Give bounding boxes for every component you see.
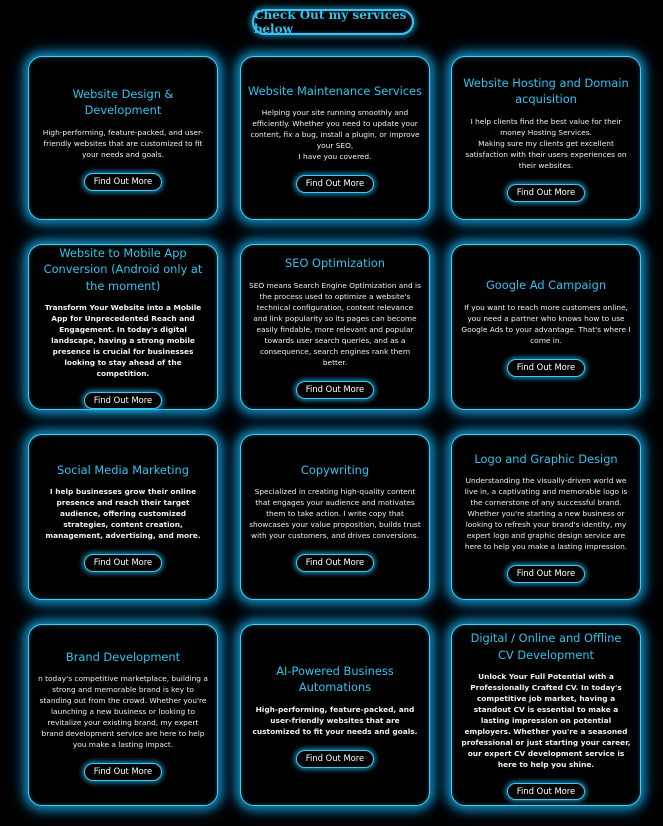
- card-description: Understanding the visually-driven world we live in, a captivating and memorable logo is the cornerstone of any successful brand. Whether you're starting a new business or looking to refresh your brand's identity, my expert logo and graphic design service are here to help you make a lasting impression.: [464, 476, 628, 552]
- service-card-mobile-app-conversion: [28, 244, 218, 410]
- service-card-google-ad-campaign: [451, 244, 641, 410]
- card-title: Logo and Graphic Design: [474, 451, 618, 466]
- card-title: Social Media Marketing: [57, 462, 189, 477]
- card-description: n today's competitive marketplace, building a strong and memorable brand is key to standing out from the crowd. Whether you're launching a new business or looking to revitalize your existing brand, my expert brand development service are here to help you make a lasting impact.: [38, 674, 208, 750]
- card-title: Website Maintenance Services: [247, 83, 423, 98]
- card-title: Copywriting: [300, 462, 370, 477]
- card-title: Website Design & Development: [72, 86, 174, 117]
- card-description: SEO means Search Engine Optimization and is the process used to optimize a website's technical configuration, content relevance and link popularity so its pages can become easily findable, more relevant and popular towards user search queries, and as a consequence, search engines rank them better.: [249, 280, 421, 367]
- service-card-social-media-marketing: [28, 434, 218, 600]
- card-title: Google Ad Campaign: [485, 278, 607, 293]
- find-out-more-button[interactable]: Find Out More: [84, 554, 162, 572]
- card-description: Transform Your Website into a Mobile App for Unprecedented Reach and Engagement. In today's digital landscape, having a strong mobile presence is crucial for businesses looking to stay ahead of the competition.: [44, 303, 202, 379]
- card-description: I help businesses grow their online presence and reach their target audience, offering customized strategies, content creation, management, advertising, and more.: [45, 487, 201, 541]
- service-card-website-design: [28, 56, 218, 220]
- find-out-more-button[interactable]: Find Out More: [507, 359, 585, 377]
- find-out-more-button[interactable]: Find Out More: [296, 175, 374, 193]
- card-description: High-performing, feature-packed, and user-friendly websites that are customized to fit your needs and goals.: [42, 127, 204, 159]
- service-card-copywriting: [240, 434, 430, 600]
- service-card-seo-optimization: [240, 244, 430, 410]
- service-card-website-hosting: [451, 56, 641, 220]
- service-card-website-maintenance: [240, 56, 430, 220]
- find-out-more-button[interactable]: Find Out More: [507, 184, 585, 202]
- find-out-more-button[interactable]: Find Out More: [296, 554, 374, 572]
- service-card-ai-business-automations: [240, 624, 430, 806]
- card-title: Digital / Online and Offline CV Development: [470, 631, 622, 662]
- card-description: Unlock Your Full Potential with a Professionally Crafted CV. In today's competitive job market, having a standout CV is essential to make a lasting impression on potential employers. Whether you're a seasoned professional or just starting your career, our expert CV development service is here to help you shine.: [461, 672, 631, 769]
- card-description: I help clients find the best value for their money Hosting Services. Making sure my clients get excellent satisfaction with their users experiences on their websites.: [465, 116, 627, 170]
- find-out-more-button[interactable]: Find Out More: [507, 565, 585, 583]
- find-out-more-button[interactable]: Find Out More: [84, 173, 162, 191]
- find-out-more-button[interactable]: Find Out More: [296, 750, 374, 768]
- find-out-more-button[interactable]: Find Out More: [296, 381, 374, 399]
- card-title: Website to Mobile App Conversion (Android only at the moment): [43, 245, 203, 293]
- card-title: Website Hosting and Domain acquisition: [463, 75, 629, 106]
- service-card-cv-development: [451, 624, 641, 806]
- service-card-brand-development: [28, 624, 218, 806]
- services-header: Check Out my services below: [252, 9, 414, 35]
- card-description: Specialized in creating high-quality content that engages your audience and motivates them to take action. I write copy that showcases your value proposition, builds trust with your customers, and drives conversions.: [249, 487, 421, 541]
- find-out-more-button[interactable]: Find Out More: [84, 763, 162, 781]
- card-description: If you want to reach more customers online, you need a partner who knows how to use Google Ads to your advantage. That's where I come in.: [461, 302, 631, 345]
- card-description: Helping your site running smoothly and efficiently. Whether you need to update your content, fix a bug, install a plugin, or improve your SEO, I have you covered.: [250, 108, 420, 162]
- card-title: AI-Powered Business Automations: [276, 663, 394, 694]
- card-title: Brand Development: [65, 649, 181, 664]
- card-description: High-performing, feature-packed, and user-friendly websites that are customized to fit your needs and goals.: [252, 704, 418, 736]
- service-card-logo-graphic-design: [451, 434, 641, 600]
- find-out-more-button[interactable]: Find Out More: [84, 392, 162, 409]
- find-out-more-button[interactable]: Find Out More: [507, 783, 585, 800]
- card-title: SEO Optimization: [285, 256, 385, 271]
